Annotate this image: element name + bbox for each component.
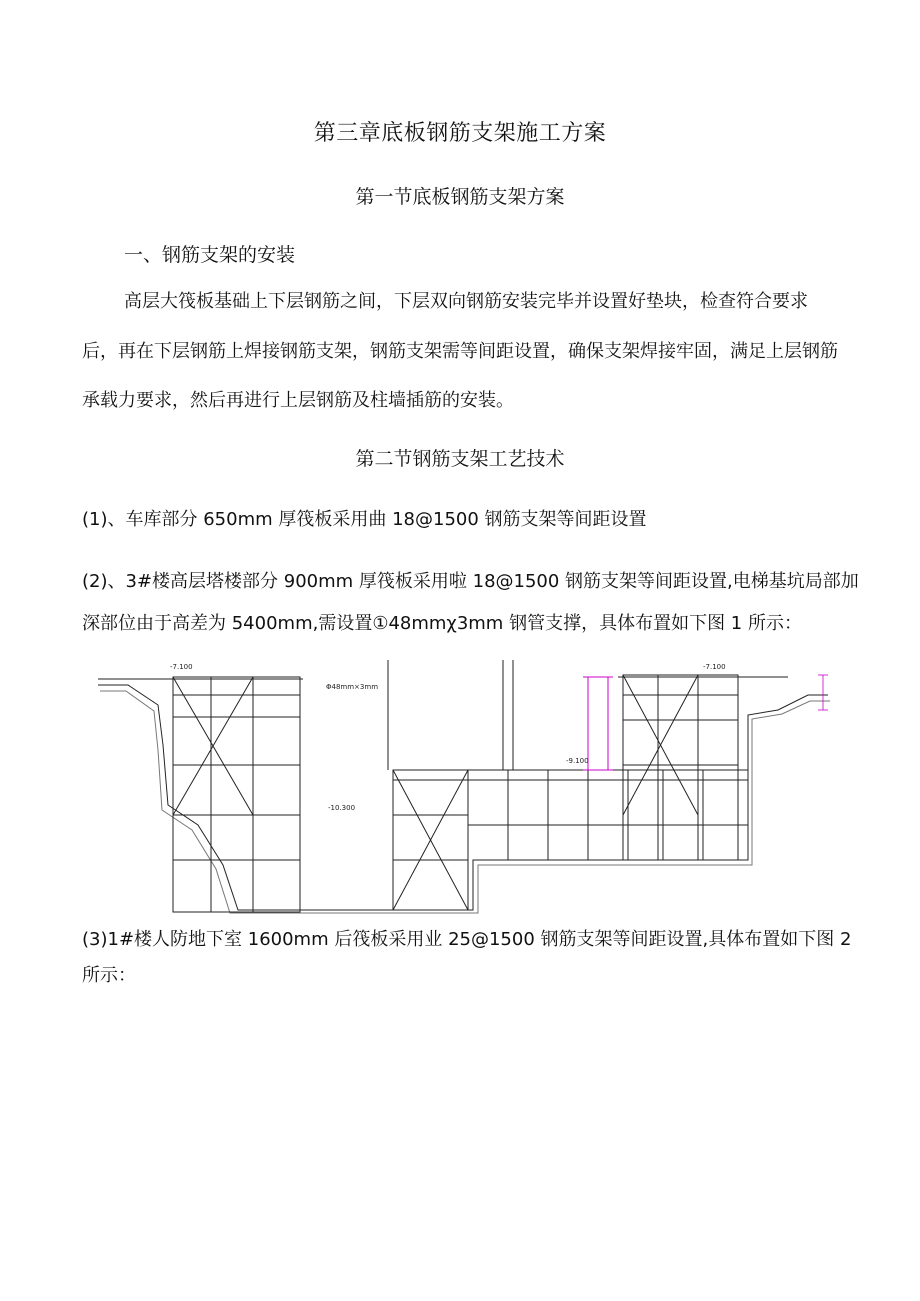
paragraph-1-line-3: 承载力要求，然后再进行上层钢筋及柱墙插筋的安装。 bbox=[82, 390, 514, 411]
item-2-line-1: (2)、3#楼高层塔楼部分 900mm 厚筏板采用啦 18@1500 钢筋支架等间距设置,电梯基坑局部加 bbox=[82, 571, 859, 592]
item-1: (1)、车库部分 650mm 厚筏板采用曲 18@1500 钢筋支架等间距设置 bbox=[82, 509, 647, 530]
figure-1-rebar-support-section bbox=[88, 655, 830, 915]
label-pipe: Φ48mm×3mm bbox=[326, 683, 379, 691]
paragraph-1-line-2: 后，再在下层钢筋上焊接钢筋支架，钢筋支架需等间距设置，确保支架焊接牢固，满足上层钢筋 bbox=[82, 341, 838, 362]
label-elev-right: -7.100 bbox=[703, 663, 726, 671]
item-2-line-2: 深部位由于高差为 5400mm,需设置①48mmχ3mm 钢管支撑，具体布置如下图 1 所示： bbox=[82, 613, 802, 634]
chapter-title: 第三章底板钢筋支架施工方案 bbox=[313, 121, 607, 146]
label-elev-low: -10.300 bbox=[328, 804, 356, 812]
subsection-1-title: 一、钢筋支架的安装 bbox=[124, 244, 296, 266]
item-3-line-1: (3)1#楼人防地下室 1600mm 后筏板采用业 25@1500 钢筋支架等间距设置,具体布置如下图 2 bbox=[82, 929, 852, 950]
section-2-title: 第二节钢筋支架工艺技术 bbox=[355, 448, 565, 470]
figure-1-drawing bbox=[88, 655, 830, 915]
section-1-title: 第一节底板钢筋支架方案 bbox=[355, 186, 565, 208]
paragraph-1-line-1: 高层大筏板基础上下层钢筋之间，下层双向钢筋安装完毕并设置好垫块，检查符合要求 bbox=[124, 291, 808, 312]
item-3-line-2: 所示： bbox=[82, 965, 136, 986]
label-elev-left: -7.100 bbox=[170, 663, 193, 671]
label-elev-mid: -9.100 bbox=[566, 757, 589, 765]
